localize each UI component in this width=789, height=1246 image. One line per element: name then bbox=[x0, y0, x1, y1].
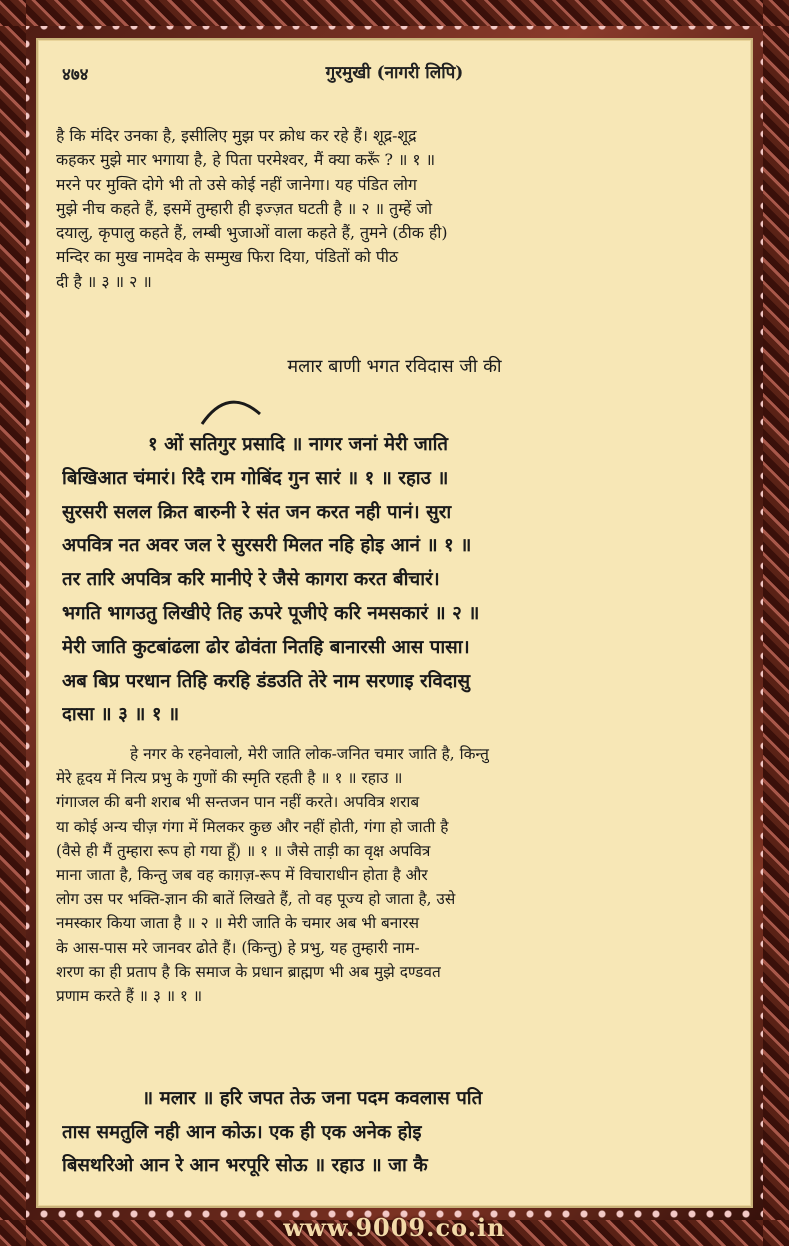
text-line: मरने पर मुक्ति दोगे भी तो उसे कोई नहीं जानेगा। यह पंडित लोग bbox=[56, 174, 417, 194]
text-line: प्रणाम करते हैं ॥ ३ ॥ १ ॥ bbox=[56, 987, 203, 1006]
verse-line: बिसथरिओ आन रे आन भरपूरि सोऊ ॥ रहाउ ॥ जा कै bbox=[62, 1155, 428, 1177]
translation-paragraph-2 bbox=[56, 742, 733, 1008]
section-heading: मलार बाणी भगत रविदास जी की bbox=[287, 356, 502, 377]
verse-line: सुरसरी सलल क्रित बारुनी रे संत जन करत नही पानं। सुरा bbox=[62, 501, 452, 523]
text-line: हे नगर के रहनेवालो, मेरी जाति लोक-जनित चमार जाति है, किन्तु bbox=[130, 745, 489, 763]
verse-line: तास समतुलि नही आन कोऊ। एक ही एक अनेक होइ bbox=[62, 1121, 422, 1143]
text-line: मेरे हृदय में नित्य प्रभु के गुणों की स्मृति रहती है ॥ १ ॥ रहाउ ॥ bbox=[56, 769, 403, 788]
verse-line: बिखिआत चंमारं। रिदै राम गोबिंद गुन सारं ॥ १ ॥ रहाउ ॥ bbox=[62, 467, 449, 489]
text-line: शरण का ही प्रताप है कि समाज के प्रधान ब्राह्मण भी अब मुझे दण्डवत bbox=[56, 962, 441, 981]
text-line: के आस-पास मरे जानवर ढोते हैं। (किन्तु) हे प्रभु, यह तुम्हारी नाम- bbox=[56, 938, 420, 957]
verse-line: दासा ॥ ३ ॥ १ ॥ bbox=[62, 704, 180, 726]
text-line: मन्दिर का मुख नामदेव के सम्मुख फिरा दिया, पंडितों को पीठ bbox=[56, 247, 399, 267]
page-number: ४७४ bbox=[62, 65, 89, 85]
verse-line: ॥ मलार ॥ हरि जपत तेऊ जना पदम कवलास पति bbox=[142, 1088, 483, 1109]
website-footer: www.9009.co.in bbox=[283, 1213, 506, 1242]
translation-paragraph-1 bbox=[56, 124, 733, 294]
text-line: गंगाजल की बनी शराब भी सन्तजन पान नहीं करते। अपवित्र शराब bbox=[56, 793, 420, 812]
page-title: गुरमुखी (नागरी लिपि) bbox=[325, 63, 464, 83]
text-line: दयालु, कृपालु कहते हैं, लम्बी भुजाओं वाला कहते हैं, तुमने (ठीक ही) bbox=[56, 223, 448, 243]
verse-line: मेरी जाति कुटबांढला ढोर ढोवंता नितहि बानारसी आस पासा। bbox=[62, 636, 470, 658]
text-line: मुझे नीच कहते हैं, इसमें तुम्हारी ही इज्ज़त घटती है ॥ २ ॥ तुम्हें जो bbox=[56, 198, 433, 218]
verse-line: तर तारि अपवित्र करि मानीऐ रे जैसे कागरा करत बीचारं। bbox=[62, 569, 440, 591]
verse-block-2 bbox=[62, 1082, 729, 1183]
ik-onkar-arc-icon bbox=[198, 392, 268, 426]
text-line: लोग उस पर भक्ति-ज्ञान की बातें लिखते हैं, तो वह पूज्य हो जाता है, उसे bbox=[56, 890, 456, 909]
text-line: है कि मंदिर उनका है, इसीलिए मुझ पर क्रोध कर रहे हैं। शूद्र-शूद्र bbox=[56, 126, 417, 145]
verse-line: भगति भागउतु लिखीऐ तिह ऊपरे पूजीऐ करि नमसकारं ॥ २ ॥ bbox=[62, 602, 480, 624]
text-line: दी है ॥ ३ ॥ २ ॥ bbox=[56, 271, 152, 291]
text-line: कहकर मुझे मार भगाया है, हे पिता परमेश्वर, मैं क्या करूँ ? ॥ १ ॥ bbox=[56, 150, 436, 170]
verse-block-1 bbox=[62, 428, 729, 732]
verse-line: अब बिप्र परधान तिहि करहि डंडउति तेरे नाम सरणाइ रविदासु bbox=[62, 670, 471, 692]
text-line: नमस्कार किया जाता है ॥ २ ॥ मेरी जाति के चमार अब भी बनारस bbox=[56, 914, 420, 933]
page-header bbox=[62, 56, 727, 86]
text-line: माना जाता है, किन्तु जब वह काग़ज़-रूप में विचाराधीन होता है और bbox=[56, 866, 428, 885]
verse-line: १ ओं सतिगुर प्रसादि ॥ नागर जनां मेरी जाति bbox=[148, 434, 449, 455]
text-line: या कोई अन्य चीज़ गंगा में मिलकर कुछ और नहीं होती, गंगा हो जाती है bbox=[56, 817, 449, 836]
text-line: (वैसे ही मैं तुम्हारा रूप हो गया हूँ) ॥ १ ॥ जैसे ताड़ी का वृक्ष अपवित्र bbox=[56, 841, 431, 860]
document-page bbox=[36, 38, 753, 1208]
verse-line: अपवित्र नत अवर जल रे सुरसरी मिलत नहि होइ आनं ॥ १ ॥ bbox=[62, 535, 472, 557]
